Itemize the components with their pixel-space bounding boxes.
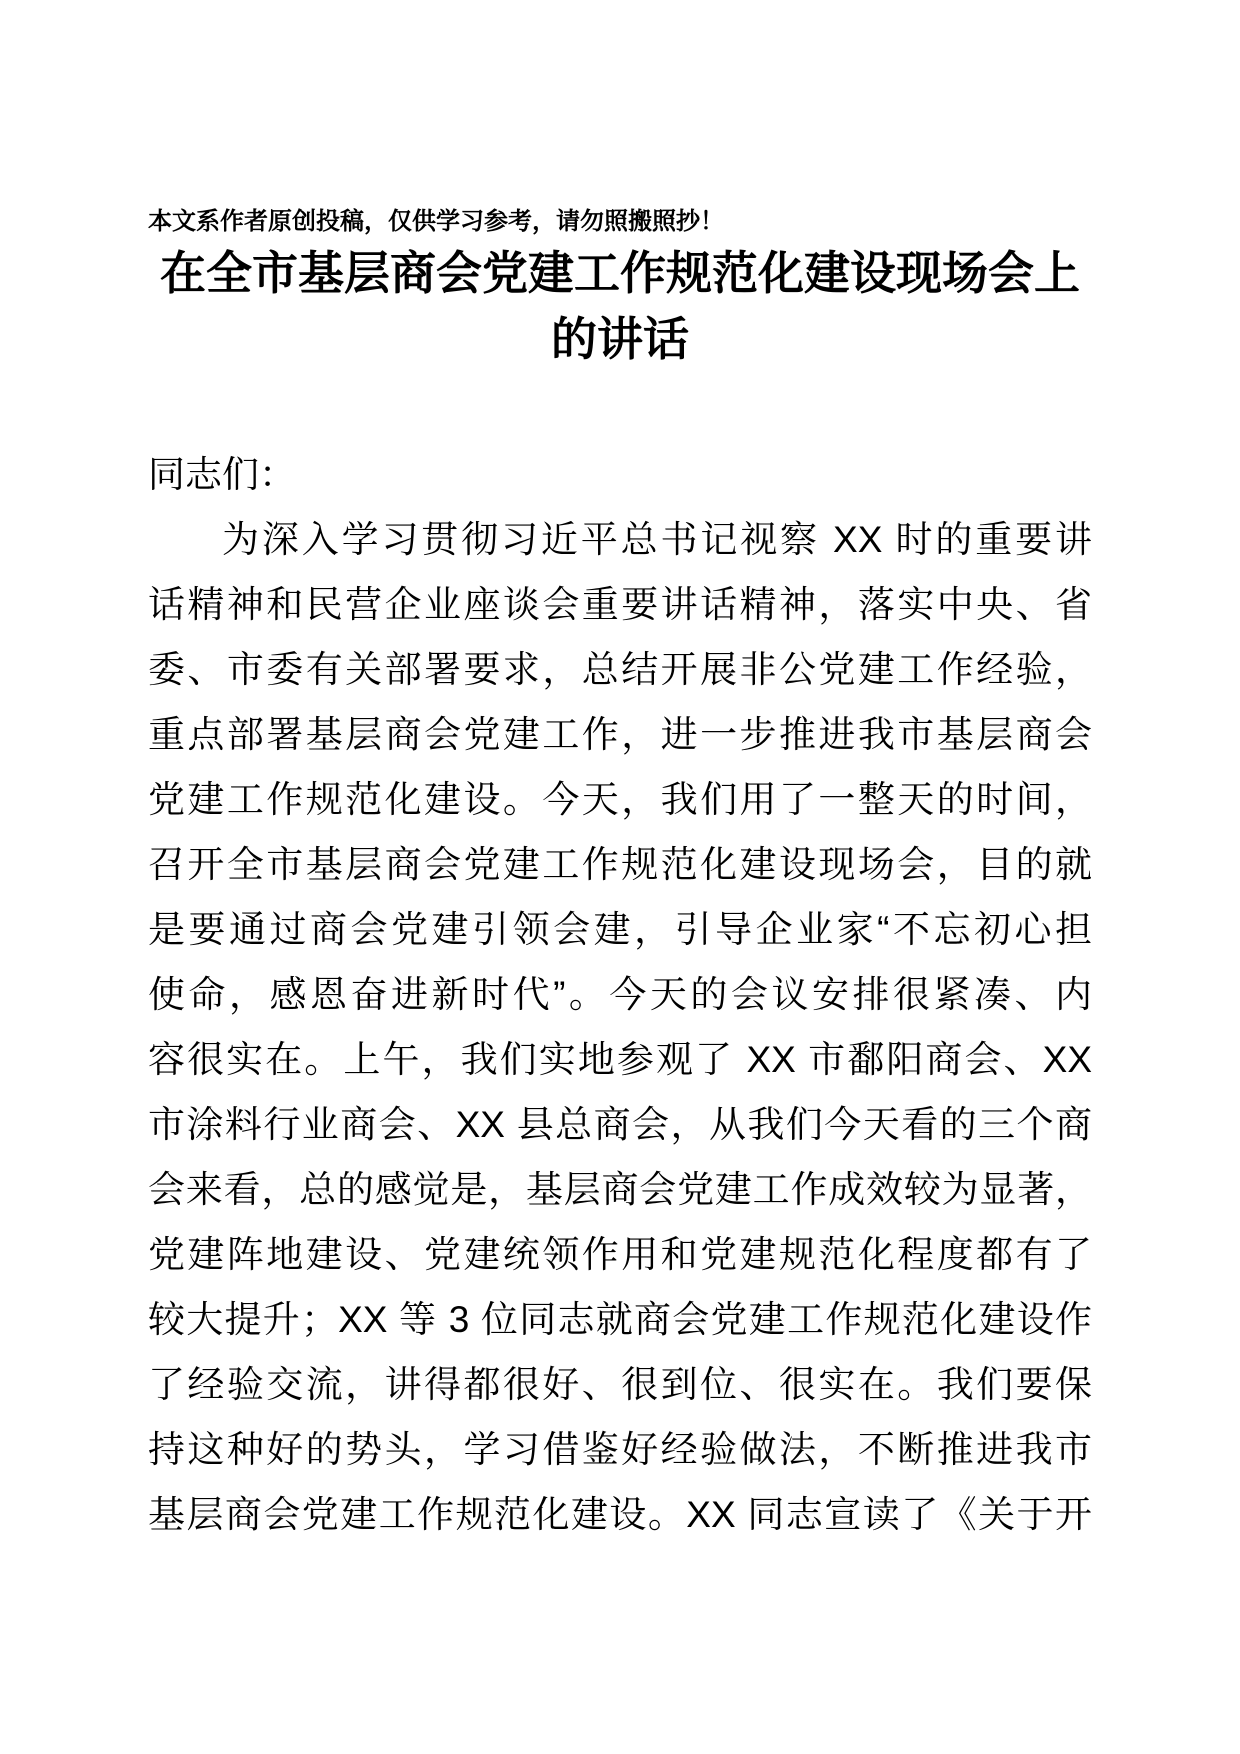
paragraph-line: 话精神和民营企业座谈会重要讲话精神，落实中央、省 — [148, 584, 1092, 625]
paragraph-line: 会来看，总的感觉是，基层商会党建工作成效较为显著， — [148, 1169, 1092, 1210]
paragraph-line: 召开全市基层商会党建工作规范化建设现场会，目的就 — [148, 844, 1092, 885]
title-line-2: 的讲话 — [551, 313, 689, 365]
paragraph-line: 委、市委有关部署要求，总结开展非公党建工作经验， — [148, 649, 1092, 690]
disclaimer-text: 本文系作者原创投稿，仅供学习参考，请勿照搬照抄！ — [148, 208, 724, 235]
paragraph-line: 市涂料行业商会、XX 县总商会，从我们今天看的三个商 — [148, 1104, 1092, 1145]
speech-paragraph — [148, 507, 1092, 1547]
paragraph-line: 容很实在。上午，我们实地参观了 XX 市鄱阳商会、XX — [148, 1039, 1092, 1080]
paragraph-line: 较大提升；XX 等 3 位同志就商会党建工作规范化建设作 — [148, 1299, 1092, 1340]
paragraph-line: 持这种好的势头，学习借鉴好经验做法，不断推进我市 — [148, 1429, 1092, 1470]
paragraph-line: 是要通过商会党建引领会建，引导企业家“不忘初心担 — [148, 909, 1092, 950]
paragraph-line: 为深入学习贯彻习近平总书记视察 XX 时的重要讲 — [222, 519, 1092, 560]
paragraph-line: 使命，感恩奋进新时代”。今天的会议安排很紧凑、内 — [148, 974, 1092, 1015]
document-title — [148, 240, 1092, 372]
title-line-1: 在全市基层商会党建工作规范化建设现场会上 — [160, 247, 1080, 299]
paragraph-line: 党建阵地建设、党建统领作用和党建规范化程度都有了 — [148, 1234, 1092, 1275]
paragraph-line: 党建工作规范化建设。今天，我们用了一整天的时间， — [148, 779, 1092, 820]
paragraph-line: 重点部署基层商会党建工作，进一步推进我市基层商会 — [148, 714, 1092, 755]
speech-body — [148, 442, 1092, 1547]
paragraph-line: 了经验交流，讲得都很好、很到位、很实在。我们要保 — [148, 1364, 1092, 1405]
salutation: 同志们： — [148, 454, 296, 495]
paragraph-line: 基层商会党建工作规范化建设。XX 同志宣读了《关于开 — [148, 1494, 1092, 1535]
